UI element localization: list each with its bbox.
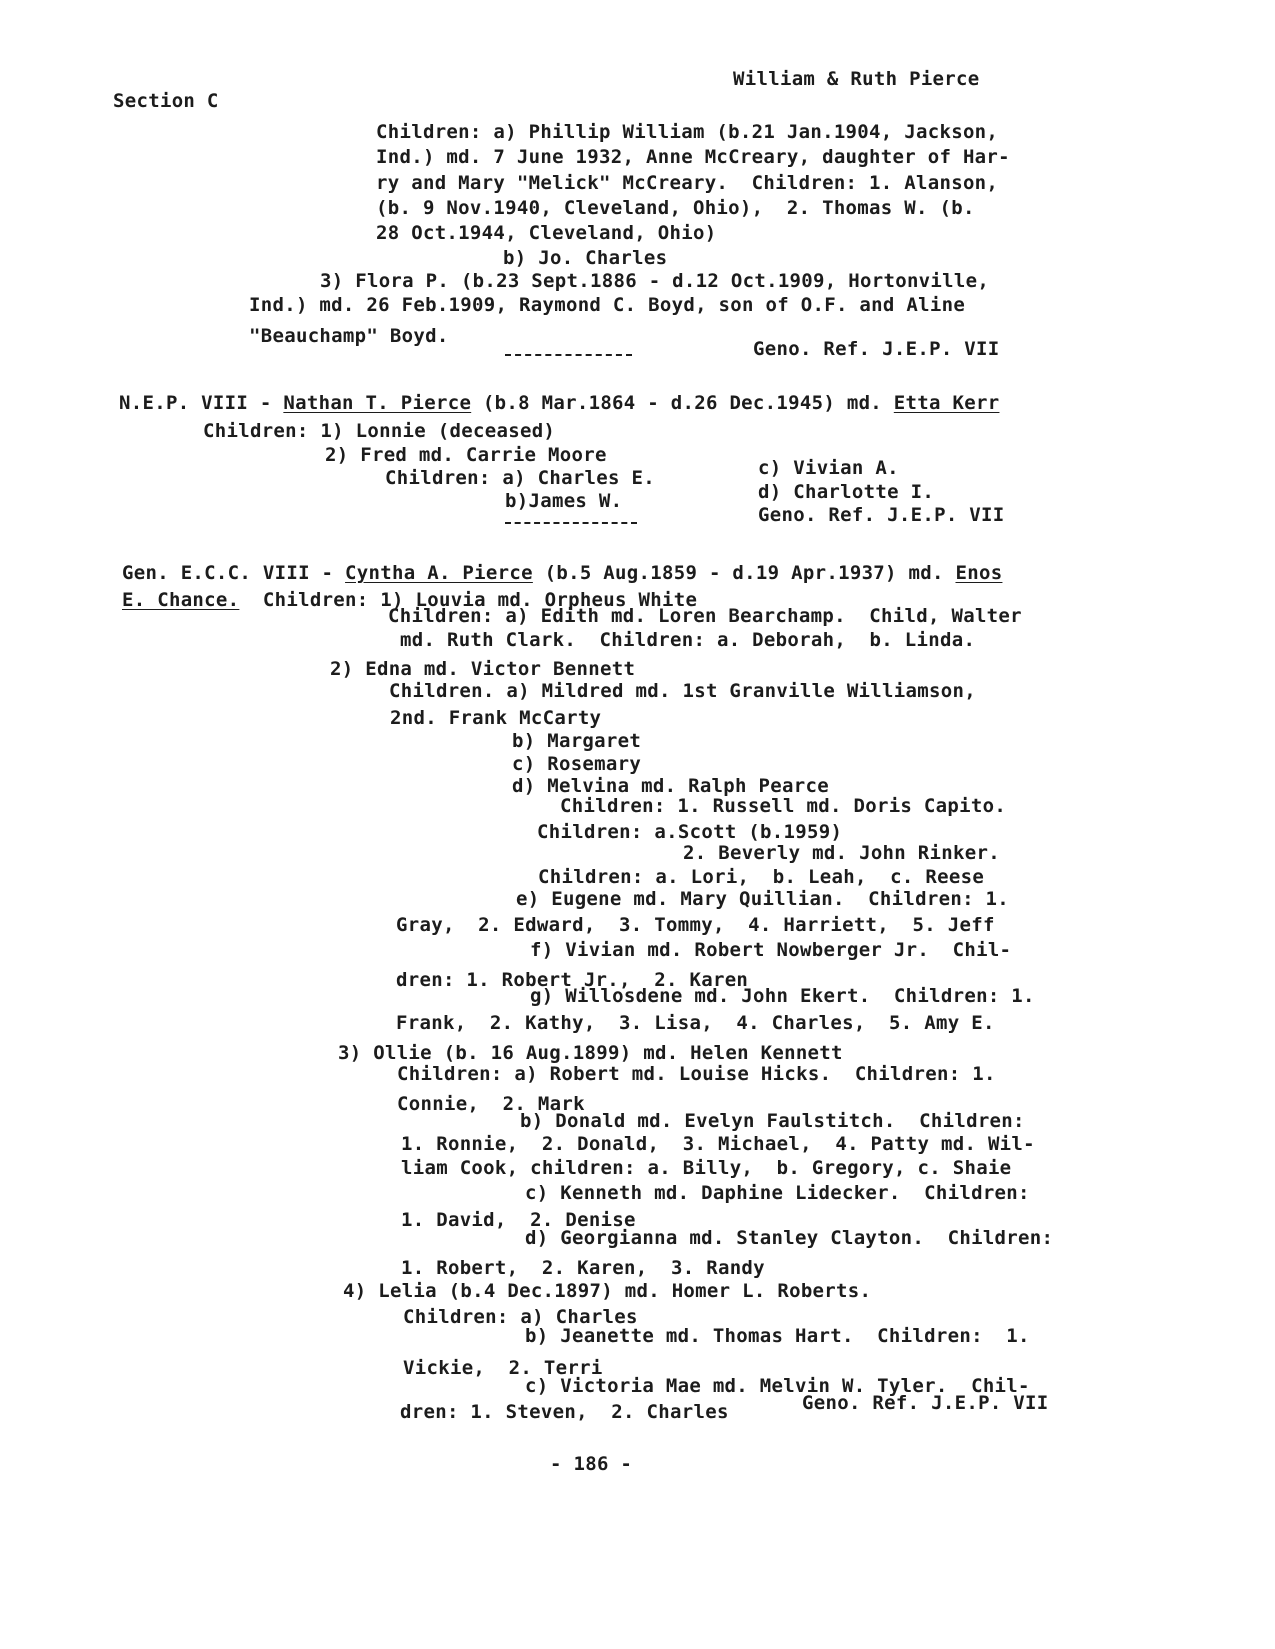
text-line: c) Vivian A. — [758, 457, 899, 479]
text-line: Children: a) Charles — [403, 1306, 638, 1328]
text-line: 3) Ollie (b. 16 Aug.1899) md. Helen Kennett — [338, 1042, 843, 1064]
separator-rule — [505, 354, 632, 356]
text-line: Vickie, 2. Terri — [403, 1357, 603, 1379]
text-line: f) Vivian md. Robert Nowberger Jr. Chil- — [530, 939, 1012, 961]
text-line: c) Kenneth md. Daphine Lidecker. Children: — [525, 1182, 1030, 1204]
text-line: 2) Edna md. Victor Bennett — [330, 658, 636, 680]
person-name: Nathan T. Pierce — [283, 392, 472, 414]
entry-dates: (b.5 Aug.1859 - d.19 Apr.1937) md. — [532, 562, 956, 584]
text-line: Frank, 2. Kathy, 3. Lisa, 4. Charles, 5. Amy E. — [396, 1012, 995, 1034]
text-line: 4) Lelia (b.4 Dec.1897) md. Homer L. Roberts. — [343, 1280, 872, 1302]
text-line: Ind.) md. 26 Feb.1909, Raymond C. Boyd, son of O.F. and Aline — [249, 294, 966, 316]
text-line: md. Ruth Clark. Children: a. Deborah, b. Linda. — [400, 629, 976, 651]
children-line: Children: 1) Louvia md. Orpheus White — [239, 589, 698, 611]
text-line: b) Jeanette md. Thomas Hart. Children: 1. — [525, 1325, 1030, 1347]
text-line: 1. Ronnie, 2. Donald, 3. Michael, 4. Patty md. Wil- — [401, 1133, 1035, 1155]
entry-heading — [122, 562, 1002, 584]
text-line: Children: a) Phillip William (b.21 Jan.1904, Jackson, — [376, 121, 999, 143]
entry-dates: (b.8 Mar.1864 - d.26 Dec.1945) md. — [471, 392, 894, 414]
genealogy-reference: Geno. Ref. J.E.P. VII — [758, 504, 1005, 526]
page-number: - 186 - — [550, 1453, 633, 1475]
text-line: 1. David, 2. Denise — [401, 1209, 636, 1231]
text-line: b) Margaret — [512, 730, 642, 752]
text-line: c) Victoria Mae md. Melvin W. Tyler. Chil- — [525, 1375, 1030, 1397]
entry-prefix: Gen. E.C.C. VIII - — [122, 562, 346, 584]
text-line: Ind.) md. 7 June 1932, Anne McCreary, daughter of Har- — [376, 146, 1010, 168]
text-line: 2nd. Frank McCarty — [390, 707, 602, 729]
genealogy-reference: Geno. Ref. J.E.P. VII — [802, 1392, 1049, 1414]
spouse-name: Enos — [955, 562, 1003, 584]
section-label: Section C — [113, 90, 219, 112]
text-line: (b. 9 Nov.1940, Cleveland, Ohio), 2. Thomas W. (b. — [376, 197, 975, 219]
entry-heading — [119, 392, 999, 414]
text-line: Gray, 2. Edward, 3. Tommy, 4. Harriett, 5. Jeff — [396, 914, 995, 936]
text-line: d) Melvina md. Ralph Pearce — [512, 775, 829, 797]
text-line: g) Willosdene md. John Ekert. Children: 1. — [530, 985, 1035, 1007]
text-line: 1. Robert, 2. Karen, 3. Randy — [401, 1257, 765, 1279]
text-line: Children: a) Charles E. — [385, 467, 655, 489]
text-line: Children: a.Scott (b.1959) — [537, 821, 843, 843]
text-line: 2. Beverly md. John Rinker. — [683, 842, 1000, 864]
text-line: Children: a) Edith md. Loren Bearchamp. Child, Walter — [388, 605, 1022, 627]
family-title: William & Ruth Pierce — [733, 68, 980, 90]
text-line: dren: 1. Steven, 2. Charles — [400, 1401, 729, 1423]
text-line: "Beauchamp" Boyd. — [249, 325, 449, 347]
spouse-name-continued: E. Chance. — [122, 589, 240, 611]
text-line: ry and Mary "Melick" McCreary. Children: 1. Alanson, — [376, 172, 999, 194]
genealogy-reference: Geno. Ref. J.E.P. VII — [753, 338, 1000, 360]
text-line: liam Cook, children: a. Billy, b. Gregory, c. Shaie — [401, 1157, 1012, 1179]
text-line: 2) Fred md. Carrie Moore — [325, 444, 607, 466]
text-line: 28 Oct.1944, Cleveland, Ohio) — [376, 222, 717, 244]
text-line: b) Donald md. Evelyn Faulstitch. Children: — [520, 1110, 1025, 1132]
entry-prefix: N.E.P. VIII - — [119, 392, 284, 414]
text-line: b)James W. — [505, 490, 623, 512]
spouse-name: Etta Kerr — [893, 392, 1000, 414]
text-line: Children: 1) Lonnie (deceased) — [203, 420, 556, 442]
text-line: Children. a) Mildred md. 1st Granville Williamson, — [389, 680, 976, 702]
separator-rule — [505, 522, 637, 524]
text-line: dren: 1. Robert Jr., 2. Karen — [396, 969, 749, 991]
person-name: Cyntha A. Pierce — [345, 562, 533, 584]
text-line: Children: a) Robert md. Louise Hicks. Children: 1. — [397, 1063, 996, 1085]
text-line: b) Jo. Charles — [503, 247, 668, 269]
text-line: c) Rosemary — [512, 753, 642, 775]
text-line: Connie, 2. Mark — [397, 1093, 585, 1115]
text-line: d) Georgianna md. Stanley Clayton. Children: — [525, 1227, 1054, 1249]
text-line: 3) Flora P. (b.23 Sept.1886 - d.12 Oct.1909, Hortonville, — [320, 270, 990, 292]
text-line: Children: 1. Russell md. Doris Capito. — [560, 795, 1007, 817]
text-line: Children: a. Lori, b. Leah, c. Reese — [538, 866, 985, 888]
text-line: d) Charlotte I. — [758, 481, 935, 503]
text-line: e) Eugene md. Mary Quillian. Children: 1. — [516, 888, 1010, 910]
